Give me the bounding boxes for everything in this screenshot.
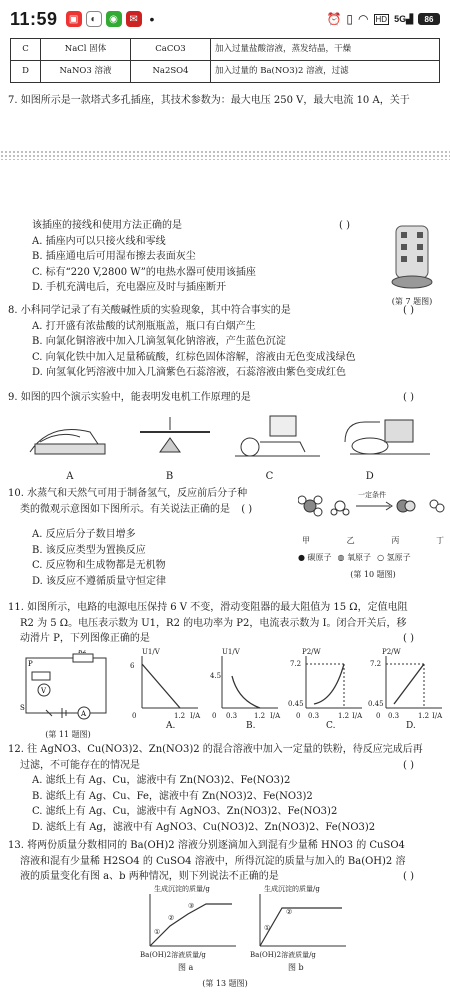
segment-mark: ② [286, 908, 293, 916]
y-tick: 0.45 [368, 700, 384, 708]
svg-text:R2: R2 [78, 650, 87, 655]
q12-option-c: C. 滤纸上有 Ag、Cu，滤液中有 AgNO3、Zn(NO3)2、Fe(NO3)2 [32, 806, 338, 817]
fig10-caption: (第 10 题图) [350, 570, 396, 579]
q11-line2: R2 为 5 Ω。电压表示数为 U1，R2 的电功率为 P2，电流表示数为 I。闭合开关后，移 [20, 617, 407, 629]
reaction-condition: 一定条件 [358, 491, 386, 499]
answer-table [10, 38, 440, 83]
q8-option-c: C. 向氧化铁中加入足量稀硫酸，红棕色固体溶解，溶液由无色变成浅绿色 [32, 351, 356, 363]
q9-label-c: C [265, 471, 274, 482]
fig13-caption: (第 13 题图) [202, 979, 248, 988]
y-axis-label: 生成沉淀的质量/g [264, 885, 320, 893]
table-cell: D [11, 61, 41, 83]
y-axis-label: 生成沉淀的质量/g [154, 885, 210, 893]
q11-graphs [130, 648, 450, 731]
svg-text:V: V [41, 687, 47, 695]
power-strip-tower-image [382, 222, 442, 306]
q9-fig-d [345, 420, 430, 454]
legend-label: 氧原子 [347, 553, 372, 562]
q7-option-b: B. 插座通电后可用湿布擦去表面灰尘 [32, 251, 196, 262]
q13-graph-b [250, 884, 350, 974]
q11-line1: 11. 如图所示，电路的电源电压保持 6 V 不变，滑动变阻器的最大阻值为 15 Ω，定值电阻 [8, 602, 408, 613]
green-app-notification-icon: ◉ [106, 11, 122, 27]
answer-paren: ( ) [403, 392, 414, 403]
x-tick: 1.2 [418, 712, 430, 720]
q10-option-a: A. 反应后分子数目增多 [32, 529, 136, 540]
legend-label: 氢原子 [386, 553, 411, 562]
q9-stem: 9. 如图的四个演示实验中，能表明发电机工作原理的是 [8, 392, 251, 403]
battery-icon [418, 13, 440, 25]
q9-figures [20, 412, 440, 482]
q8-stem: 8. 小科同学记录了有关酸碱性质的实验现象，其中符合事实的是 [8, 305, 291, 316]
segment-mark: ② [168, 914, 175, 922]
q11-graph-d [368, 648, 446, 731]
y-tick: 6 [130, 662, 135, 670]
molecule-name: 丁 [435, 536, 444, 545]
q9-fig-b [140, 417, 210, 452]
legend-label: 碳原子 [307, 553, 332, 562]
page-separator [0, 150, 450, 160]
q10-option-c: C. 反应物和生成物都是无机物 [32, 560, 166, 571]
segment-mark: ③ [188, 902, 195, 910]
table-cell: NaCl 固体 [41, 39, 131, 61]
y-axis-label: U1/V [142, 648, 160, 656]
table-cell: CaCO3 [131, 39, 211, 61]
q7-line2: 该插座的接线和使用方法正确的是 [32, 220, 182, 231]
alarm-icon: ⏰ [326, 12, 342, 26]
q10-line2: 类的微观示意图如下图所示。有关说法正确的是 [20, 503, 230, 515]
q10-line1: 10. 水蒸气和天然气可用于制备氢气，反应前后分子种 [8, 488, 248, 499]
x-tick: 0 [296, 712, 301, 720]
y-axis-label: P2/W [382, 648, 401, 656]
app-notification-icon: ▣ [66, 11, 82, 27]
y-tick: 0.45 [288, 700, 304, 708]
legend-carbon: ● 碳原子 [298, 553, 332, 562]
q11-line3: 动滑片 P，下列图像正确的是 [20, 633, 150, 644]
x-tick: 0 [212, 712, 217, 720]
y-tick: 7.2 [370, 660, 382, 668]
molecule-name: 乙 [346, 536, 355, 545]
q7-option-d: D. 手机充满电后，充电器应及时与插座断开 [32, 282, 227, 293]
graph-name: 图 a [178, 963, 194, 972]
signal-icon: 5G▟ [394, 13, 413, 24]
q11-circuit [18, 650, 118, 740]
x-tick: 0.3 [308, 712, 320, 720]
answer-paren: ( ) [403, 759, 414, 771]
q9-fig-c [235, 416, 320, 456]
fig11-caption: (第 11 题图) [45, 730, 91, 739]
legend-hydrogen: ○ 氢原子 [377, 553, 411, 562]
x-axis-label: Ba(OH)2溶液质量/g [250, 951, 316, 959]
q12-line1: 12. 往 AgNO3、Cu(NO3)2、Zn(NO3)2 的混合溶液中加入一定量的铁粉，待反应完成后再 [8, 744, 423, 755]
answer-paren: ( ) [403, 871, 414, 882]
y-tick: 4.5 [210, 672, 222, 680]
legend-oxygen: ◍ 氧原子 [337, 553, 372, 562]
question-12 [0, 742, 450, 835]
q9-label-a: A [66, 471, 74, 482]
answer-paren: ( ) [339, 220, 350, 231]
q7-line1: 7. 如图所示是一款塔式多孔插座，其技术参数为：最大电压 250 V，最大电流 10 A，关于 [8, 95, 410, 106]
red-app-notification-icon: ✉ [126, 11, 142, 27]
q11-graph-b [210, 648, 286, 731]
q13-line2: 溶液和混有少量稀 H2SO4 的 CuSO4 溶液中，所得沉淀的质量与加入的 Ba(OH)2 溶 [20, 855, 406, 867]
x-axis-label: I/A [270, 712, 281, 720]
table-cell: NaNO3 溶液 [41, 61, 131, 83]
question-8 [0, 303, 450, 381]
table-cell: 加入过量盐酸溶液，蒸发结晶，干燥 [211, 39, 440, 61]
x-tick: 1.2 [338, 712, 350, 720]
y-axis-label: P2/W [302, 648, 321, 656]
molecule-name: 甲 [302, 536, 310, 545]
gallery-notification-icon: ◐ [86, 11, 102, 27]
question-11 [0, 600, 450, 647]
y-axis-label: U1/V [222, 648, 240, 656]
q9-label-d: D [365, 471, 374, 482]
x-axis-label: I/A [432, 712, 443, 720]
wifi-icon: ◠ [358, 12, 369, 26]
x-tick: 1.2 [254, 712, 266, 720]
molecule-name: 丙 [391, 536, 400, 545]
q7-option-c: C. 标有“220 V,2800 W”的电热水器可使用该插座 [32, 266, 256, 278]
q8-option-d: D. 向氢氧化钙溶液中加入几滴紫色石蕊溶液，石蕊溶液由紫色变成红色 [32, 367, 347, 378]
q11-graph-c [288, 648, 366, 731]
q9-label-b: B [165, 471, 174, 482]
table-row [11, 39, 440, 61]
q12-option-a: A. 滤纸上有 Ag、Cu，滤液中有 Zn(NO3)2、Fe(NO3)2 [32, 775, 291, 786]
prev-page-fragment [0, 38, 450, 109]
q13-graph-a [140, 884, 240, 974]
fig7-caption: (第 7 题图) [391, 297, 433, 306]
graph-option-label: A. [166, 721, 176, 731]
x-axis-label: I/A [190, 712, 201, 720]
segment-mark: ① [154, 928, 161, 936]
q7-option-a: A. 插座内可以只接火线和零线 [32, 235, 166, 247]
graph-option-label: C. [326, 721, 336, 731]
y-tick: 7.2 [290, 660, 302, 668]
graph-option-label: D. [406, 721, 416, 731]
q9-fig-a [30, 430, 105, 455]
q12-option-d: D. 滤纸上有 Ag，滤液中有 AgNO3、Cu(NO3)2、Zn(NO3)2、Fe(NO3)2 [32, 821, 376, 833]
question-13 [0, 838, 450, 885]
q10-option-b: B. 该反应类型为置换反应 [32, 544, 146, 556]
answer-paren: ( ) [403, 305, 414, 316]
hd-icon: HD [375, 14, 388, 24]
x-tick: 0.3 [388, 712, 400, 720]
x-tick: 1.2 [174, 712, 186, 720]
q10-figure [298, 488, 448, 598]
x-axis-label: Ba(OH)2溶液质量/g [140, 951, 206, 959]
svg-text:S: S [20, 704, 25, 712]
graph-option-label: B. [246, 721, 256, 731]
status-bar [0, 0, 450, 38]
q13-line1: 13. 将两份质量分数相同的 Ba(OH)2 溶液分别逐滴加入到混有少量稀 HNO3 的 CuSO4 [8, 840, 405, 851]
network-type: 5G [394, 13, 407, 24]
question-9 [0, 390, 450, 406]
answer-paren: ( ) [241, 503, 253, 515]
table-row [11, 61, 440, 83]
q8-option-a: A. 打开盛有浓盐酸的试剂瓶瓶盖，瓶口有白烟产生 [32, 320, 256, 332]
q11-graph-a [130, 648, 206, 731]
vibrate-icon: ▯ [346, 12, 354, 26]
segment-mark: ① [264, 924, 271, 932]
table-cell: C [11, 39, 41, 61]
clock: 11:59 [10, 8, 58, 29]
q12-option-b: B. 滤纸上有 Ag、Cu、Fe，滤液中有 Zn(NO3)2、Fe(NO3)2 [32, 790, 313, 802]
q13-line3: 液的质量变化有图 a、b 两种情况，则下列说法不正确的是 [20, 871, 279, 882]
x-axis-label: I/A [352, 712, 363, 720]
x-tick: 0.3 [226, 712, 238, 720]
graph-name: 图 b [288, 963, 304, 972]
answer-paren: ( ) [403, 633, 414, 644]
q10-option-d: D. 该反应不遵循质量守恒定律 [32, 575, 167, 587]
x-tick: 0 [376, 712, 381, 720]
x-tick: 0 [132, 712, 137, 720]
svg-text:A: A [81, 710, 87, 718]
q12-line2: 过滤，不可能存在的情况是 [20, 759, 140, 771]
battery-level: 86 [424, 14, 434, 24]
more-notifications-dot: • [149, 11, 155, 27]
table-cell: Na2SO4 [131, 61, 211, 83]
svg-text:P: P [28, 660, 33, 668]
table-cell: 加入过量的 Ba(NO3)2 溶液，过滤 [211, 61, 440, 83]
q8-option-b: B. 向氯化铜溶液中加入几滴氢氧化钠溶液，产生蓝色沉淀 [32, 336, 286, 347]
